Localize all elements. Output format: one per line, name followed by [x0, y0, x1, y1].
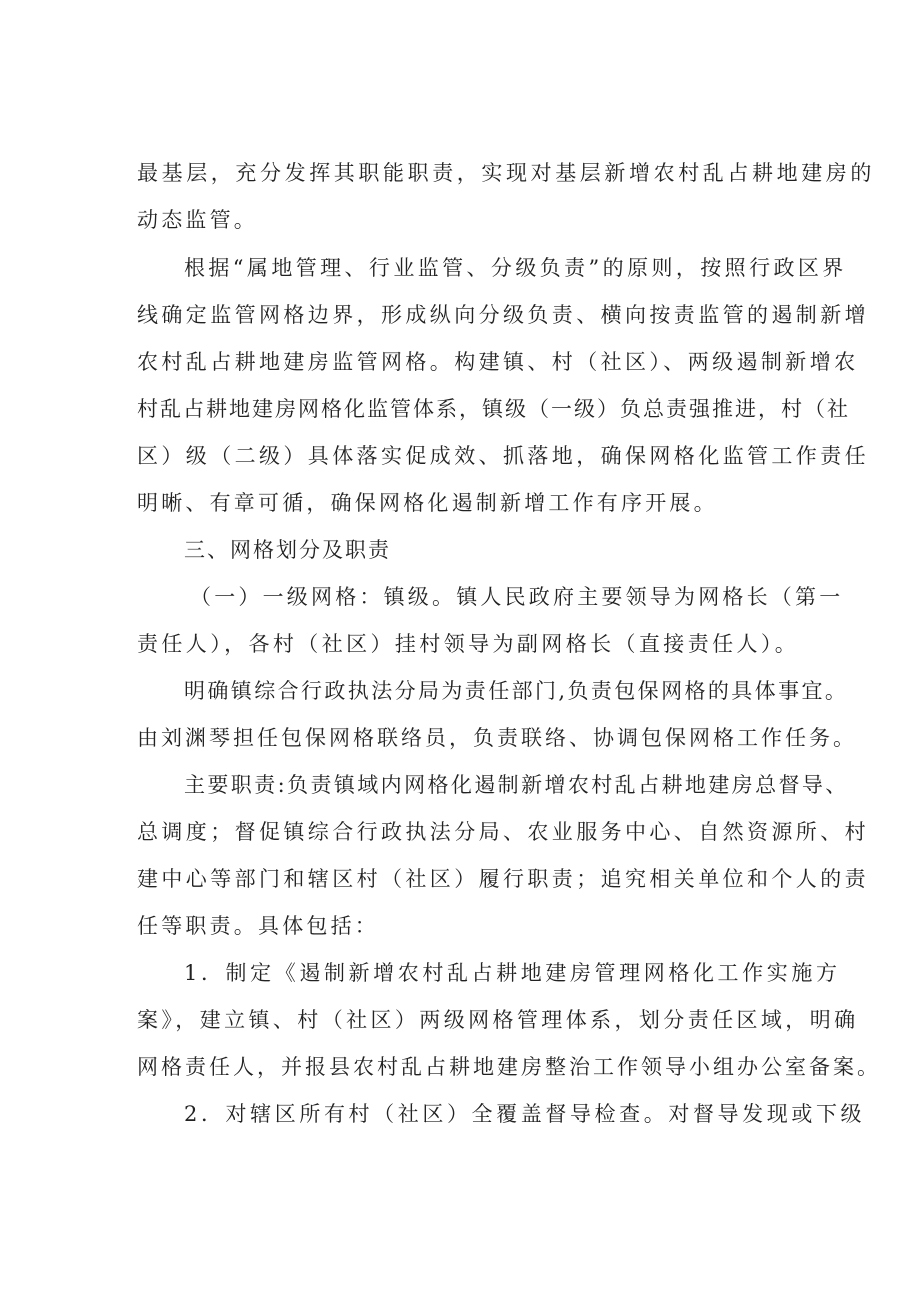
body-text-line: 村乱占耕地建房网格化监管体系，镇级（一级）负总责强推进，村（社	[137, 397, 850, 421]
body-text-line: （一）一级网格：镇级。镇人民政府主要领导为网格长（第一	[190, 585, 844, 609]
body-text-line: 明确镇综合行政执法分局为责任部门,负责包保网格的具体事宜。	[184, 679, 849, 703]
body-text-line: 责任人），各村（社区）挂村领导为副网格长（直接责任人）。	[137, 632, 800, 656]
body-text-line: 区）级（二级）具体落实促成效、抓落地，确保网格化监管工作责任	[137, 444, 869, 468]
body-text-line: 由刘渊琴担任包保网格联络员，负责联络、协调包保网格工作任务。	[137, 726, 857, 750]
body-text-line: 明晰、有章可循，确保网格化遏制新增工作有序开展。	[137, 491, 718, 515]
body-text-line: 案》，建立镇、村（社区）两级网格管理体系，划分责任区域，明确	[137, 1008, 859, 1032]
section-heading: 三、网格划分及职责	[184, 538, 391, 562]
body-text-line: 任等职责。具体包括：	[137, 914, 379, 938]
list-item-text: 1．制定《遏制新增农村乱占耕地建房管理网格化工作实施方	[184, 961, 841, 985]
list-item-text: 2．对辖区所有村（社区）全覆盖督导检查。对督导发现或下级	[184, 1102, 866, 1126]
body-text-line: 动态监管。	[137, 208, 258, 232]
body-text-line: 农村乱占耕地建房监管网格。构建镇、村（社区）、两级遏制新增农	[137, 350, 859, 374]
body-text-line: 主要职责:负责镇域内网格化遏制新增农村乱占耕地建房总督导、	[184, 773, 849, 797]
body-text-line: 线确定监管网格边界，形成纵向分级负责、横向按责监管的遏制新增	[137, 303, 869, 327]
body-text-line: 根据“属地管理、行业监管、分级负责”的原则，按照行政区界	[184, 256, 847, 280]
body-text-line: 最基层，充分发挥其职能职责，实现对基层新增农村乱占耕地建房的	[137, 161, 875, 185]
body-text-line: 网格责任人，并报县农村乱占耕地建房整治工作领导小组办公室备案。	[137, 1055, 881, 1079]
body-text-line: 总调度；督促镇综合行政执法分局、农业服务中心、自然资源所、村	[137, 820, 869, 844]
body-text-line: 建中心等部门和辖区村（社区）履行职责；追究相关单位和个人的责	[137, 867, 869, 891]
